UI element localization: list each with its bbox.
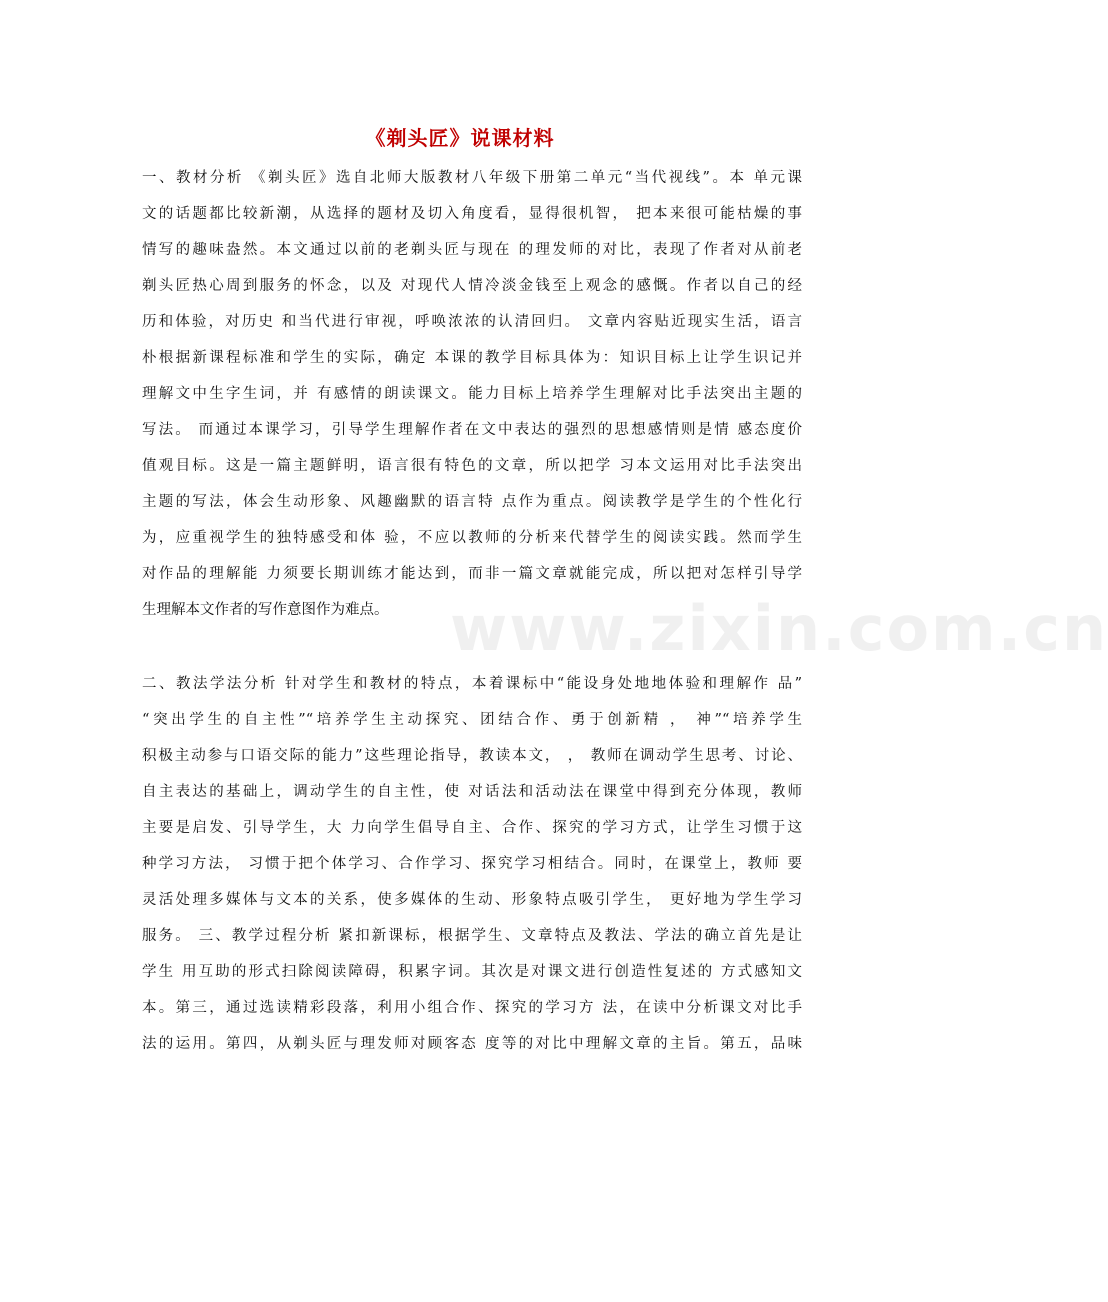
paragraph-line: 写法。 而通过本课学习，引导学生理解作者在文中表达的强烈的思想感情则是情 感态度价 <box>142 422 802 438</box>
paragraph-line: 值观目标。这是一篇主题鲜明，语言很有特色的文章，所以把学 习本文运用对比手法突出 <box>142 458 802 474</box>
section-analysis-of-materials <box>142 160 802 628</box>
paragraph-line: 服务。 三、教学过程分析 紧扣新课标，根据学生、文章特点及教法、学法的确立首先是让 <box>142 928 802 944</box>
document-title: 《剃头匠》说课材料 <box>365 126 555 150</box>
paragraph-line: 朴根据新课程标准和学生的实际，确定 本课的教学目标具体为：知识目标上让学生识记并 <box>142 350 802 366</box>
paragraph-line: 种学习方法， 习惯于把个体学习、合作学习、探究学习相结合。同时，在课堂上，教师 要 <box>142 856 802 872</box>
site-watermark: www.zixin.com.cn <box>450 592 1108 665</box>
paragraph-line: 剃头匠热心周到服务的怀念，以及 对现代人情冷淡金钱至上观念的感慨。作者以自己的经 <box>142 278 802 294</box>
paragraph-line: 生理解本文作者的写作意图作为难点。 <box>142 602 389 618</box>
paragraph-gap <box>142 628 802 666</box>
document-body <box>142 160 802 1062</box>
paragraph-line: 文的话题都比较新潮，从选择的题材及切入角度看，显得很机智， 把本来很可能枯燥的事 <box>142 206 802 222</box>
paragraph-line: 学生 用互助的形式扫除阅读障碍，积累字词。其次是对课文进行创造性复述的 方式感知文 <box>142 964 802 980</box>
paragraph-line: 二、教法学法分析 针对学生和教材的特点，本着课标中“能设身处地地体验和理解作 品” <box>142 676 802 692</box>
paragraph-line: 一、教材分析 《剃头匠》选自北师大版教材八年级下册第二单元“当代视线”。本 单元课 <box>142 170 802 186</box>
paragraph-line: 法的运用。第四，从剃头匠与理发师对顾客态 度等的对比中理解文章的主旨。第五，品味 <box>142 1036 802 1052</box>
paragraph-line: 情写的趣味盎然。本文通过以前的老剃头匠与现在 的理发师的对比，表现了作者对从前老 <box>142 242 802 258</box>
paragraph-line: 对作品的理解能 力须要长期训练才能达到，而非一篇文章就能完成，所以把对怎样引导学 <box>142 566 802 582</box>
paragraph-line: 灵活处理多媒体与文本的关系，使多媒体的生动、形象特点吸引学生， 更好地为学生学习 <box>142 892 802 908</box>
paragraph-line: 历和体验，对历史 和当代进行审视，呼唤浓浓的认清回归。 文章内容贴近现实生活，语言 <box>142 314 802 330</box>
paragraph-line: 本。第三，通过选读精彩段落，利用小组合作、探究的学习方 法，在读中分析课文对比手 <box>142 1000 802 1016</box>
paragraph-line: “突出学生的自主性”“培养学生主动探究、团结合作、勇于创新精 ， 神”“培养学生 <box>142 712 802 728</box>
paragraph-line: 为，应重视学生的独特感受和体 验，不应以教师的分析来代替学生的阅读实践。然而学生 <box>142 530 802 546</box>
paragraph-line: 自主表达的基础上，调动学生的自主性，使 对话法和活动法在课堂中得到充分体现，教师 <box>142 784 802 800</box>
section-teaching-methods <box>142 666 802 1062</box>
paragraph-line: 主要是启发、引导学生，大 力向学生倡导自主、合作、探究的学习方式，让学生习惯于这 <box>142 820 802 836</box>
paragraph-line: 主题的写法，体会生动形象、风趣幽默的语言特 点作为重点。阅读教学是学生的个性化行 <box>142 494 802 510</box>
paragraph-line: 积极主动参与口语交际的能力”这些理论指导，教读本文， ， 教师在调动学生思考、讨论、 <box>142 748 802 764</box>
paragraph-line: 理解文中生字生词，并 有感情的朗读课文。能力目标上培养学生理解对比手法突出主题的 <box>142 386 802 402</box>
